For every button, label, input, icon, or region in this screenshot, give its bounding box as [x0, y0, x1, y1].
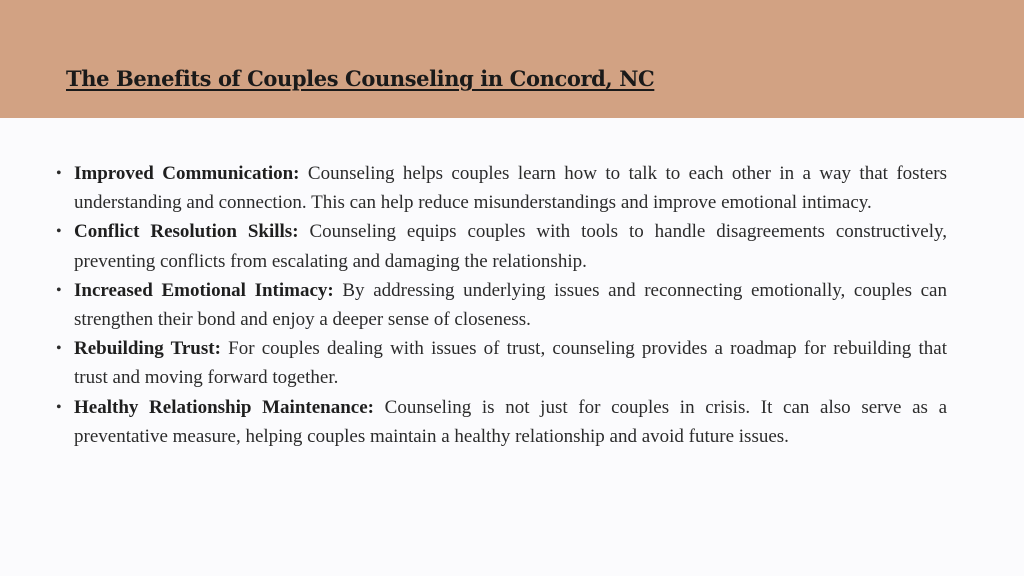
bullet-dot-icon: • [56, 165, 62, 182]
list-item [56, 217, 947, 275]
bullet-term: Conflict Resolution Skills: [74, 221, 299, 243]
bullet-text: For couples dealing with issues of trust, counseling provides a roadmap for rebuilding that trust and moving forward together. [74, 338, 947, 389]
benefits-list [56, 159, 947, 451]
bullet-dot-icon: • [56, 398, 62, 416]
bullet-term: Increased Emotional Intimacy: [74, 279, 334, 301]
list-item [56, 393, 947, 451]
bullet-dot-icon: • [56, 340, 62, 358]
page-title: The Benefits of Couples Counseling in Concord, NC [66, 66, 655, 91]
bullet-text: Counseling helps couples learn how to talk to each other in a way that fosters understanding and connection. This can help reduce misunderstandings and improve emotional intimacy. [74, 163, 947, 214]
bullet-dot-icon: • [56, 281, 62, 299]
bullet-text: Counseling equips couples with tools to handle disagreements constructively, preventing conflicts from escalating and damaging the relationship. [74, 221, 947, 272]
bullet-term: Improved Communication: [74, 163, 300, 184]
list-item [56, 334, 947, 392]
bullet-text: By addressing underlying issues and reconnecting emotionally, couples can strengthen their bond and enjoy a deeper sense of closeness. [74, 279, 947, 331]
bullet-term: Healthy Relationship Maintenance: [74, 396, 374, 418]
bullet-dot-icon: • [56, 223, 62, 241]
bullet-term: Rebuilding Trust: [74, 338, 221, 360]
header-band [0, 0, 1024, 118]
list-item [56, 276, 947, 334]
list-item [56, 159, 947, 217]
bullet-text: Counseling is not just for couples in crisis. It can also serve as a preventative measure, helping couples maintain a healthy relationship and avoid future issues. [74, 396, 947, 447]
